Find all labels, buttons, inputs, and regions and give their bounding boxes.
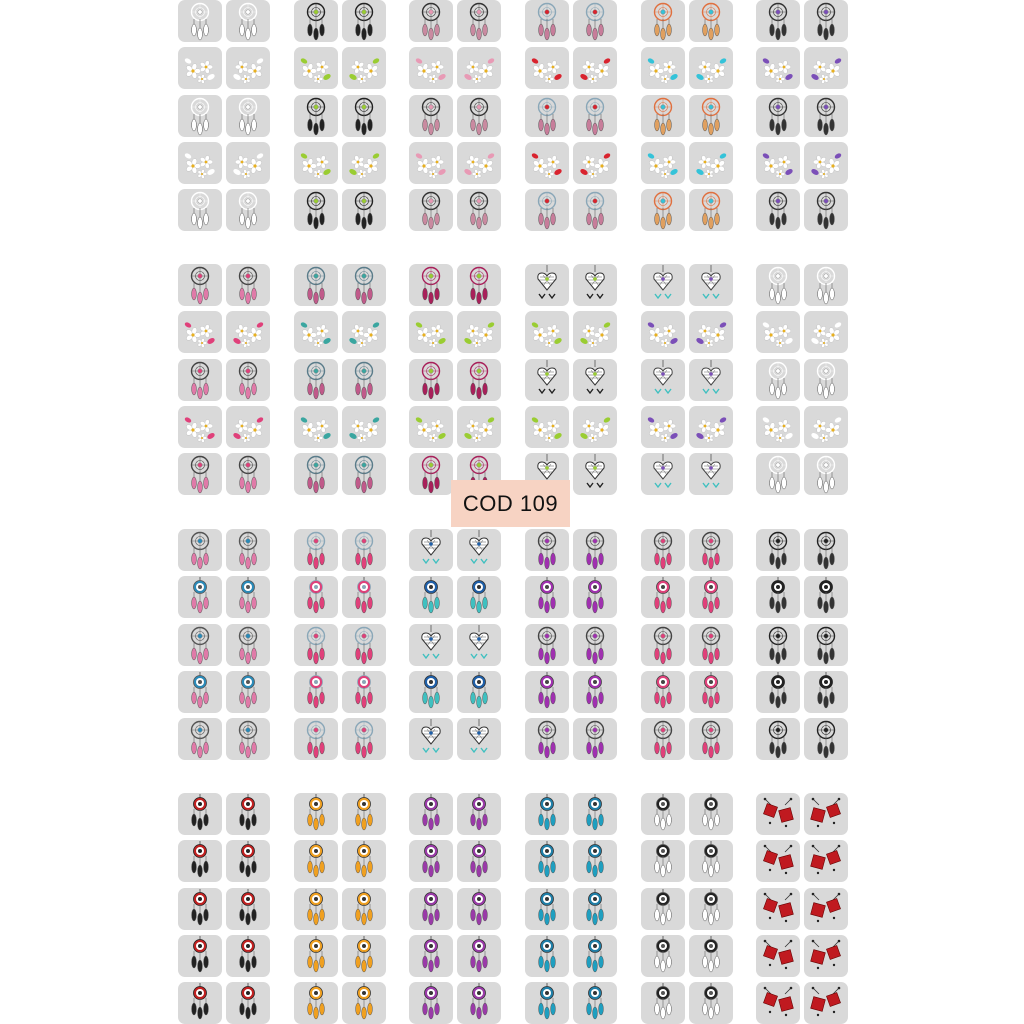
navy-eye-heart-net-icon	[409, 718, 453, 760]
violet-eye-dreamcatcher-icon	[525, 718, 569, 760]
teal-feather-dreamcatcher-icon	[342, 264, 386, 306]
turquoise-flower-dreamcatcher-icon	[689, 95, 733, 137]
purple-eye-feather-icon	[457, 793, 501, 835]
turquoise-flower-dreamcatcher-icon	[689, 189, 733, 231]
teal-eye-feather-icon	[525, 840, 569, 882]
blue-eye-dreamcatcher-icon	[178, 718, 222, 760]
purple-flower-black-dreamcatcher-icon	[756, 47, 800, 89]
magenta-dreamcatcher-icon	[409, 406, 453, 448]
purple-flower-black-dreamcatcher-icon	[804, 47, 848, 89]
white-dreamcatcher-daisy-icon	[226, 95, 270, 137]
red-eye-black-feather-icon	[178, 888, 222, 930]
magenta-dreamcatcher-icon	[457, 264, 501, 306]
turquoise-flower-dreamcatcher-icon	[641, 189, 685, 231]
orange-eye-feather-icon	[342, 888, 386, 930]
red-eye-black-feather-icon	[178, 982, 222, 1024]
black-eye-dreamcatcher-icon	[804, 718, 848, 760]
red-diamond-charm-icon	[804, 935, 848, 977]
red-poppy-dreamcatcher-icon	[525, 0, 569, 42]
blue-eye-dreamcatcher-icon	[178, 671, 222, 713]
magenta-dreamcatcher-icon	[409, 453, 453, 495]
pink-rose-dreamcatcher-icon	[178, 311, 222, 353]
red-diamond-charm-icon	[756, 793, 800, 835]
orange-eye-feather-icon	[342, 793, 386, 835]
orange-eye-feather-icon	[342, 840, 386, 882]
purple-flower-black-dreamcatcher-icon	[804, 142, 848, 184]
navy-eye-heart-net-icon	[457, 576, 501, 618]
heart-net-purple-butterfly-icon	[689, 453, 733, 495]
purple-eye-feather-icon	[409, 840, 453, 882]
pink-eye-dreamcatcher-icon	[342, 624, 386, 666]
white-eye-feather-icon	[641, 888, 685, 930]
white-outline-dreamcatcher-icon	[756, 406, 800, 448]
pink-heart-dreamcatcher-icon	[457, 95, 501, 137]
pink-eye-dreamcatcher-icon	[294, 529, 338, 571]
navy-eye-heart-net-icon	[409, 576, 453, 618]
blue-eye-dreamcatcher-icon	[226, 529, 270, 571]
red-diamond-charm-icon	[756, 935, 800, 977]
white-outline-dreamcatcher-icon	[804, 453, 848, 495]
black-dreamcatcher-lime-flower-icon	[342, 47, 386, 89]
red-diamond-charm-icon	[804, 888, 848, 930]
white-outline-dreamcatcher-icon	[804, 311, 848, 353]
teal-feather-dreamcatcher-icon	[294, 264, 338, 306]
purple-eye-feather-icon	[409, 888, 453, 930]
white-dreamcatcher-daisy-icon	[226, 142, 270, 184]
purple-flower-black-dreamcatcher-icon	[756, 142, 800, 184]
heart-net-purple-butterfly-icon	[641, 406, 685, 448]
white-dreamcatcher-daisy-icon	[178, 0, 222, 42]
teal-eye-feather-icon	[573, 793, 617, 835]
heart-net-purple-butterfly-icon	[689, 359, 733, 401]
turquoise-flower-dreamcatcher-icon	[689, 47, 733, 89]
rose-eye-dreamcatcher-icon	[689, 529, 733, 571]
violet-eye-dreamcatcher-icon	[573, 718, 617, 760]
teal-feather-dreamcatcher-icon	[342, 311, 386, 353]
purple-eye-feather-icon	[409, 793, 453, 835]
rose-eye-dreamcatcher-icon	[641, 718, 685, 760]
pink-heart-dreamcatcher-icon	[457, 47, 501, 89]
black-heart-net-icon	[573, 311, 617, 353]
product-code-label: COD 109	[451, 480, 570, 527]
pink-eye-dreamcatcher-icon	[294, 624, 338, 666]
white-eye-feather-icon	[689, 982, 733, 1024]
red-poppy-dreamcatcher-icon	[573, 95, 617, 137]
pink-rose-dreamcatcher-icon	[178, 406, 222, 448]
rose-eye-dreamcatcher-icon	[689, 624, 733, 666]
purple-eye-feather-icon	[457, 982, 501, 1024]
teal-feather-dreamcatcher-icon	[342, 406, 386, 448]
navy-eye-heart-net-icon	[457, 529, 501, 571]
white-dreamcatcher-daisy-icon	[226, 47, 270, 89]
white-eye-feather-icon	[641, 840, 685, 882]
purple-eye-feather-icon	[457, 935, 501, 977]
teal-eye-feather-icon	[573, 888, 617, 930]
purple-flower-black-dreamcatcher-icon	[756, 0, 800, 42]
violet-eye-dreamcatcher-icon	[525, 624, 569, 666]
heart-net-purple-butterfly-icon	[641, 311, 685, 353]
teal-eye-feather-icon	[525, 793, 569, 835]
pink-heart-dreamcatcher-icon	[409, 95, 453, 137]
white-outline-dreamcatcher-icon	[804, 406, 848, 448]
black-eye-dreamcatcher-icon	[756, 671, 800, 713]
white-outline-dreamcatcher-icon	[804, 264, 848, 306]
orange-eye-feather-icon	[294, 982, 338, 1024]
orange-eye-feather-icon	[342, 982, 386, 1024]
purple-flower-black-dreamcatcher-icon	[804, 189, 848, 231]
red-eye-black-feather-icon	[178, 935, 222, 977]
white-outline-dreamcatcher-icon	[756, 359, 800, 401]
rose-eye-dreamcatcher-icon	[641, 576, 685, 618]
white-eye-feather-icon	[689, 888, 733, 930]
navy-eye-heart-net-icon	[409, 671, 453, 713]
red-diamond-charm-icon	[756, 888, 800, 930]
violet-eye-dreamcatcher-icon	[525, 671, 569, 713]
black-dreamcatcher-lime-flower-icon	[294, 0, 338, 42]
red-diamond-charm-icon	[804, 840, 848, 882]
magenta-dreamcatcher-icon	[457, 359, 501, 401]
heart-net-purple-butterfly-icon	[689, 406, 733, 448]
black-dreamcatcher-lime-flower-icon	[294, 95, 338, 137]
purple-eye-feather-icon	[409, 982, 453, 1024]
black-dreamcatcher-lime-flower-icon	[294, 189, 338, 231]
orange-eye-feather-icon	[294, 793, 338, 835]
pink-eye-dreamcatcher-icon	[294, 576, 338, 618]
magenta-dreamcatcher-icon	[457, 406, 501, 448]
rose-eye-dreamcatcher-icon	[641, 671, 685, 713]
pink-heart-dreamcatcher-icon	[409, 0, 453, 42]
navy-eye-heart-net-icon	[457, 718, 501, 760]
white-dreamcatcher-daisy-icon	[178, 189, 222, 231]
rose-eye-dreamcatcher-icon	[641, 529, 685, 571]
turquoise-flower-dreamcatcher-icon	[689, 0, 733, 42]
teal-feather-dreamcatcher-icon	[294, 453, 338, 495]
heart-net-purple-butterfly-icon	[689, 311, 733, 353]
white-eye-feather-icon	[641, 982, 685, 1024]
blue-eye-dreamcatcher-icon	[226, 718, 270, 760]
black-eye-dreamcatcher-icon	[756, 624, 800, 666]
red-poppy-dreamcatcher-icon	[525, 142, 569, 184]
turquoise-flower-dreamcatcher-icon	[641, 0, 685, 42]
black-heart-net-icon	[573, 359, 617, 401]
red-eye-black-feather-icon	[226, 982, 270, 1024]
pink-rose-dreamcatcher-icon	[226, 359, 270, 401]
white-outline-dreamcatcher-icon	[756, 264, 800, 306]
purple-flower-black-dreamcatcher-icon	[756, 189, 800, 231]
navy-eye-heart-net-icon	[409, 529, 453, 571]
rose-eye-dreamcatcher-icon	[641, 624, 685, 666]
black-heart-net-icon	[573, 453, 617, 495]
blue-eye-dreamcatcher-icon	[178, 529, 222, 571]
teal-eye-feather-icon	[573, 840, 617, 882]
red-eye-black-feather-icon	[226, 888, 270, 930]
pink-heart-dreamcatcher-icon	[409, 47, 453, 89]
magenta-dreamcatcher-icon	[409, 359, 453, 401]
black-heart-net-icon	[525, 311, 569, 353]
pink-heart-dreamcatcher-icon	[457, 0, 501, 42]
black-heart-net-icon	[573, 406, 617, 448]
heart-net-purple-butterfly-icon	[641, 453, 685, 495]
purple-eye-feather-icon	[457, 840, 501, 882]
violet-eye-dreamcatcher-icon	[573, 529, 617, 571]
violet-eye-dreamcatcher-icon	[525, 576, 569, 618]
rose-eye-dreamcatcher-icon	[689, 671, 733, 713]
teal-feather-dreamcatcher-icon	[342, 453, 386, 495]
teal-eye-feather-icon	[573, 982, 617, 1024]
black-dreamcatcher-lime-flower-icon	[294, 47, 338, 89]
red-eye-black-feather-icon	[226, 935, 270, 977]
violet-eye-dreamcatcher-icon	[573, 671, 617, 713]
turquoise-flower-dreamcatcher-icon	[689, 142, 733, 184]
heart-net-purple-butterfly-icon	[689, 264, 733, 306]
red-diamond-charm-icon	[804, 793, 848, 835]
red-eye-black-feather-icon	[178, 840, 222, 882]
teal-feather-dreamcatcher-icon	[342, 359, 386, 401]
pink-eye-dreamcatcher-icon	[342, 671, 386, 713]
pink-rose-dreamcatcher-icon	[226, 311, 270, 353]
white-outline-dreamcatcher-icon	[756, 453, 800, 495]
teal-eye-feather-icon	[525, 888, 569, 930]
white-eye-feather-icon	[641, 935, 685, 977]
turquoise-flower-dreamcatcher-icon	[641, 95, 685, 137]
black-heart-net-icon	[573, 264, 617, 306]
teal-eye-feather-icon	[525, 935, 569, 977]
orange-eye-feather-icon	[294, 935, 338, 977]
purple-flower-black-dreamcatcher-icon	[804, 95, 848, 137]
red-poppy-dreamcatcher-icon	[525, 95, 569, 137]
white-dreamcatcher-daisy-icon	[178, 142, 222, 184]
magenta-dreamcatcher-icon	[457, 311, 501, 353]
orange-eye-feather-icon	[342, 935, 386, 977]
orange-eye-feather-icon	[294, 888, 338, 930]
pink-rose-dreamcatcher-icon	[178, 453, 222, 495]
red-diamond-charm-icon	[804, 982, 848, 1024]
white-dreamcatcher-daisy-icon	[226, 0, 270, 42]
teal-feather-dreamcatcher-icon	[294, 406, 338, 448]
white-eye-feather-icon	[689, 840, 733, 882]
teal-eye-feather-icon	[573, 935, 617, 977]
white-eye-feather-icon	[689, 935, 733, 977]
red-poppy-dreamcatcher-icon	[573, 142, 617, 184]
red-eye-black-feather-icon	[178, 793, 222, 835]
white-outline-dreamcatcher-icon	[804, 359, 848, 401]
black-dreamcatcher-lime-flower-icon	[294, 142, 338, 184]
red-poppy-dreamcatcher-icon	[525, 189, 569, 231]
purple-flower-black-dreamcatcher-icon	[804, 0, 848, 42]
black-dreamcatcher-lime-flower-icon	[342, 142, 386, 184]
violet-eye-dreamcatcher-icon	[573, 576, 617, 618]
red-poppy-dreamcatcher-icon	[525, 47, 569, 89]
black-heart-net-icon	[525, 406, 569, 448]
black-eye-dreamcatcher-icon	[804, 671, 848, 713]
black-eye-dreamcatcher-icon	[756, 529, 800, 571]
teal-feather-dreamcatcher-icon	[294, 311, 338, 353]
black-eye-dreamcatcher-icon	[756, 718, 800, 760]
pink-heart-dreamcatcher-icon	[409, 142, 453, 184]
black-dreamcatcher-lime-flower-icon	[342, 189, 386, 231]
pink-rose-dreamcatcher-icon	[226, 406, 270, 448]
purple-eye-feather-icon	[457, 888, 501, 930]
pink-eye-dreamcatcher-icon	[342, 529, 386, 571]
black-eye-dreamcatcher-icon	[804, 624, 848, 666]
blue-eye-dreamcatcher-icon	[226, 624, 270, 666]
magenta-dreamcatcher-icon	[409, 311, 453, 353]
pink-eye-dreamcatcher-icon	[342, 576, 386, 618]
rose-eye-dreamcatcher-icon	[689, 576, 733, 618]
turquoise-flower-dreamcatcher-icon	[641, 47, 685, 89]
white-eye-feather-icon	[689, 793, 733, 835]
navy-eye-heart-net-icon	[457, 671, 501, 713]
navy-eye-heart-net-icon	[457, 624, 501, 666]
navy-eye-heart-net-icon	[409, 624, 453, 666]
red-poppy-dreamcatcher-icon	[573, 189, 617, 231]
black-dreamcatcher-lime-flower-icon	[342, 95, 386, 137]
pink-eye-dreamcatcher-icon	[294, 718, 338, 760]
red-eye-black-feather-icon	[226, 840, 270, 882]
white-dreamcatcher-daisy-icon	[178, 47, 222, 89]
rose-eye-dreamcatcher-icon	[689, 718, 733, 760]
red-poppy-dreamcatcher-icon	[573, 0, 617, 42]
pink-rose-dreamcatcher-icon	[226, 453, 270, 495]
violet-eye-dreamcatcher-icon	[573, 624, 617, 666]
orange-eye-feather-icon	[294, 840, 338, 882]
pink-heart-dreamcatcher-icon	[457, 142, 501, 184]
teal-eye-feather-icon	[525, 982, 569, 1024]
black-dreamcatcher-lime-flower-icon	[342, 0, 386, 42]
blue-eye-dreamcatcher-icon	[178, 624, 222, 666]
black-heart-net-icon	[525, 264, 569, 306]
pink-eye-dreamcatcher-icon	[342, 718, 386, 760]
purple-flower-black-dreamcatcher-icon	[756, 95, 800, 137]
blue-eye-dreamcatcher-icon	[226, 671, 270, 713]
heart-net-purple-butterfly-icon	[641, 264, 685, 306]
black-eye-dreamcatcher-icon	[756, 576, 800, 618]
red-poppy-dreamcatcher-icon	[573, 47, 617, 89]
white-eye-feather-icon	[641, 793, 685, 835]
blue-eye-dreamcatcher-icon	[226, 576, 270, 618]
white-dreamcatcher-daisy-icon	[178, 95, 222, 137]
magenta-dreamcatcher-icon	[409, 264, 453, 306]
black-eye-dreamcatcher-icon	[804, 529, 848, 571]
pink-eye-dreamcatcher-icon	[294, 671, 338, 713]
black-eye-dreamcatcher-icon	[804, 576, 848, 618]
black-heart-net-icon	[525, 359, 569, 401]
blue-eye-dreamcatcher-icon	[178, 576, 222, 618]
pink-rose-dreamcatcher-icon	[178, 264, 222, 306]
red-diamond-charm-icon	[756, 982, 800, 1024]
violet-eye-dreamcatcher-icon	[525, 529, 569, 571]
purple-eye-feather-icon	[409, 935, 453, 977]
pink-rose-dreamcatcher-icon	[226, 264, 270, 306]
red-eye-black-feather-icon	[226, 793, 270, 835]
red-diamond-charm-icon	[756, 840, 800, 882]
white-outline-dreamcatcher-icon	[756, 311, 800, 353]
turquoise-flower-dreamcatcher-icon	[641, 142, 685, 184]
pink-heart-dreamcatcher-icon	[409, 189, 453, 231]
teal-feather-dreamcatcher-icon	[294, 359, 338, 401]
white-dreamcatcher-daisy-icon	[226, 189, 270, 231]
pink-heart-dreamcatcher-icon	[457, 189, 501, 231]
pink-rose-dreamcatcher-icon	[178, 359, 222, 401]
heart-net-purple-butterfly-icon	[641, 359, 685, 401]
